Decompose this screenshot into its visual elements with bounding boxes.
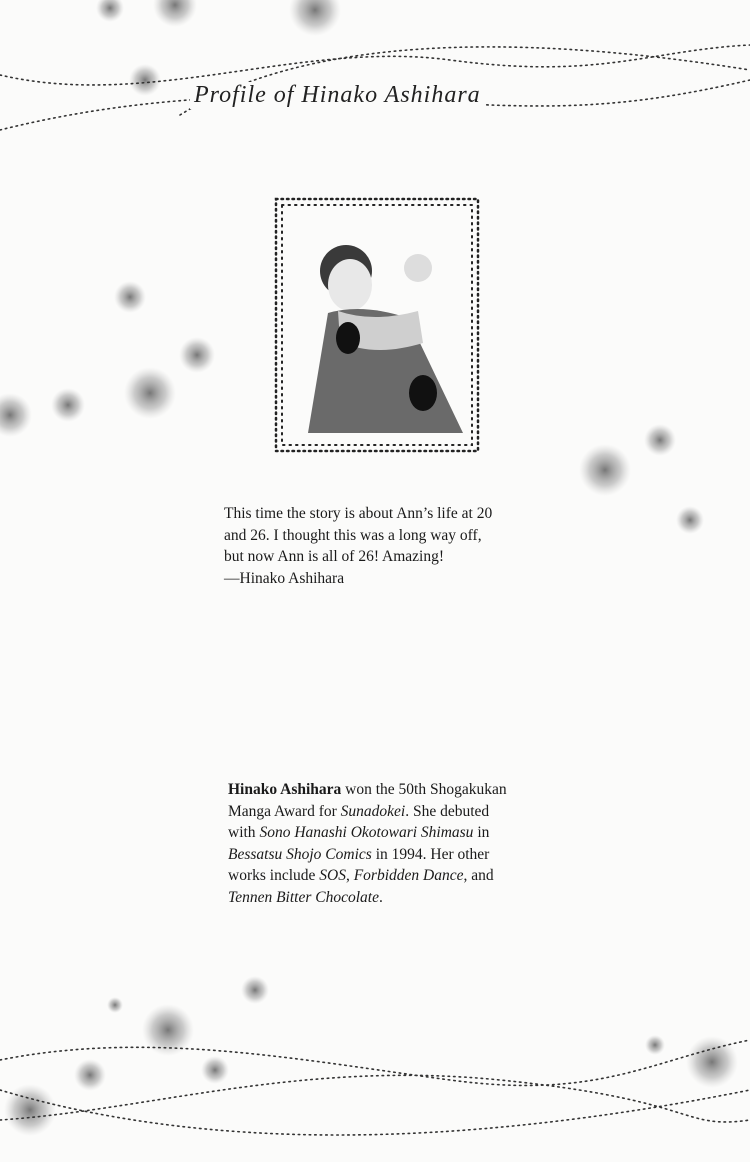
bio-text: , [345, 867, 354, 884]
caption-line: but now Ann is all of 26! Amazing! [224, 548, 444, 565]
author-comment [224, 503, 554, 589]
bio-line [228, 779, 558, 801]
author-portrait [268, 193, 486, 461]
bio-line [228, 865, 558, 887]
author-bio [228, 779, 558, 908]
bio-text: with [228, 824, 260, 841]
bio-text: , and [463, 867, 494, 884]
bio-text: . [378, 888, 383, 906]
bio-line [228, 801, 558, 823]
bio-line [228, 822, 558, 844]
bio-text: in 1994. Her other [371, 845, 490, 863]
page-title: Profile of Hinako Ashihara [190, 82, 485, 109]
bio-text: in [473, 824, 490, 841]
bio-text: Manga Award for [228, 802, 341, 820]
work-title: Tennen Bitter Chocolate [228, 888, 379, 906]
bio-text: won the 50th Shogakukan [341, 781, 507, 798]
caption-line: and 26. I thought this was a long way off, [224, 526, 482, 544]
bio-text: works include [228, 867, 320, 884]
caption-line: This time the story is about Ann’s life at 20 [224, 505, 493, 522]
work-title: SOS [319, 867, 346, 884]
work-title: Bessatsu Shojo Comics [228, 845, 372, 863]
bio-text: . She debuted [405, 802, 490, 820]
bio-line [228, 887, 558, 909]
work-title: Forbidden Dance [353, 867, 464, 884]
bio-line [228, 844, 558, 866]
author-name: Hinako Ashihara [228, 781, 342, 798]
work-title: Sono Hanashi Okotowari Shimasu [259, 824, 474, 841]
work-title: Sunadokei [340, 802, 406, 820]
caption-signature: —Hinako Ashihara [224, 569, 345, 587]
